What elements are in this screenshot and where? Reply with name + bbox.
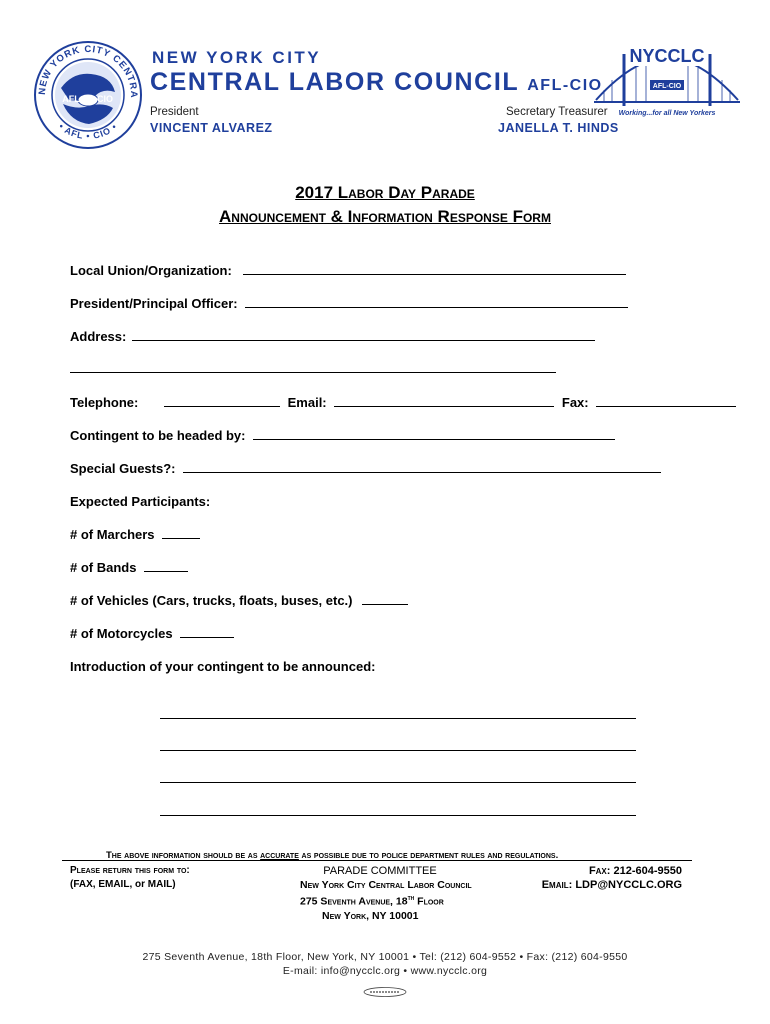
intro-field-line1[interactable] — [160, 718, 636, 719]
contingent-field[interactable] — [253, 428, 615, 440]
president-name: VINCENT ALVAREZ — [150, 121, 273, 135]
union-bug-icon — [362, 985, 408, 997]
footer-contact: E-mail: info@nycclc.org • www.nycclc.org — [282, 965, 488, 977]
bands-label: # of Bands — [70, 560, 137, 575]
return-fax: Fax: 212-604-9550 — [588, 865, 682, 877]
email-field[interactable] — [334, 395, 554, 407]
local-union-label: Local Union/Organization: — [70, 263, 232, 278]
street-address — [300, 892, 530, 909]
motorcycles-field[interactable] — [180, 626, 234, 638]
committee-name: PARADE COMMITTEE — [323, 865, 437, 877]
marchers-row — [70, 527, 200, 542]
bands-field[interactable] — [144, 560, 188, 572]
union-bug-graphic — [362, 986, 408, 998]
vehicles-field[interactable] — [362, 593, 408, 605]
fax-field[interactable] — [596, 395, 736, 407]
secretary-name: JANELLA T. HINDS — [498, 121, 619, 135]
intro-label: Introduction of your contingent to be announced: — [70, 659, 376, 674]
secretary-role: Secretary Treasurer — [506, 106, 608, 118]
notice-accurate: accurate — [260, 850, 299, 861]
bridge-logo-graphic — [594, 40, 740, 122]
seal-graphic — [33, 40, 143, 150]
guests-label: Special Guests?: — [70, 461, 176, 476]
vehicles-row — [70, 593, 408, 608]
return-label-line2: (FAX, EMAIL, or MAIL) — [70, 879, 176, 890]
local-union-field[interactable] — [243, 263, 626, 275]
form-title-line1: 2017 Labor Day Parade — [295, 183, 475, 202]
president-label: President/Principal Officer: — [70, 296, 238, 311]
seal-ring-text: NEW YORK CITY CENTRA — [36, 43, 140, 99]
street-address-end: Floor — [414, 895, 444, 908]
council-name: New York City Central Labor Council — [300, 879, 472, 891]
seal-afl-text: AFL — [62, 94, 80, 104]
intro-field-line3[interactable] — [160, 782, 636, 783]
bands-row — [70, 560, 188, 575]
logo-sub: AFL-CIO — [652, 83, 682, 90]
notice-before: The above information should be as — [106, 850, 261, 861]
address-row — [70, 329, 595, 344]
motorcycles-label: # of Motorcycles — [70, 626, 173, 641]
council-seal — [33, 40, 143, 150]
fax-label: Fax: — [561, 395, 589, 410]
marchers-label: # of Marchers — [70, 527, 155, 542]
telephone-label: Telephone: — [70, 395, 139, 410]
expected-participants-heading: Expected Participants: — [70, 494, 211, 509]
org-name-line2 — [150, 68, 603, 97]
footer-address: 275 Seventh Avenue, 18th Floor, New York, NY 10001 • Tel: (212) 604-9552 • Fax: (212) 604-9550 — [142, 951, 628, 963]
president-field[interactable] — [245, 296, 628, 308]
street-address-sup: th — [407, 895, 415, 902]
org-name-line1: NEW YORK CITY — [152, 48, 322, 67]
contact-row — [70, 395, 736, 410]
local-union-row — [70, 263, 626, 278]
intro-field-line4[interactable] — [160, 815, 636, 816]
street-address-main: 275 Seventh Avenue, 18 — [300, 895, 408, 908]
address-field-line2[interactable] — [70, 372, 556, 373]
contingent-row — [70, 428, 615, 443]
notice-after: as possible due to police department rules and regulations. — [298, 850, 559, 861]
return-email: Email: LDP@NYCCLC.ORG — [541, 879, 682, 891]
intro-field-line2[interactable] — [160, 750, 636, 751]
guests-row — [70, 461, 661, 476]
return-address-block — [300, 864, 530, 923]
return-label-line1: Please return this form to: — [70, 865, 190, 876]
contingent-label: Contingent to be headed by: — [70, 428, 246, 443]
president-row — [70, 296, 628, 311]
return-box-top-rule — [62, 860, 692, 861]
logo-tagline: Working...for all New Yorkers — [618, 110, 716, 117]
marchers-field[interactable] — [162, 527, 200, 539]
return-contact-block — [540, 864, 682, 892]
guests-field[interactable] — [183, 461, 661, 473]
org-name-main: CENTRAL LABOR COUNCIL — [150, 68, 520, 96]
president-role: President — [150, 106, 199, 118]
org-affiliation: AFL-CIO — [527, 77, 603, 94]
vehicles-label: # of Vehicles (Cars, trucks, floats, buses, etc.) — [70, 593, 353, 608]
nycclc-logo — [594, 40, 740, 122]
seal-cio-text: CIO — [96, 94, 114, 104]
form-title-line2: Announcement & Information Response Form — [219, 207, 551, 226]
motorcycles-row — [70, 626, 234, 641]
seal-bottom-text: • AFL • CIO • — [56, 121, 120, 142]
email-label: Email: — [287, 395, 327, 410]
logo-name: NYCCLC — [629, 46, 705, 66]
address-label: Address: — [70, 329, 127, 344]
city-line: New York, NY 10001 — [322, 909, 419, 922]
telephone-field[interactable] — [164, 395, 280, 407]
address-field[interactable] — [132, 329, 595, 341]
